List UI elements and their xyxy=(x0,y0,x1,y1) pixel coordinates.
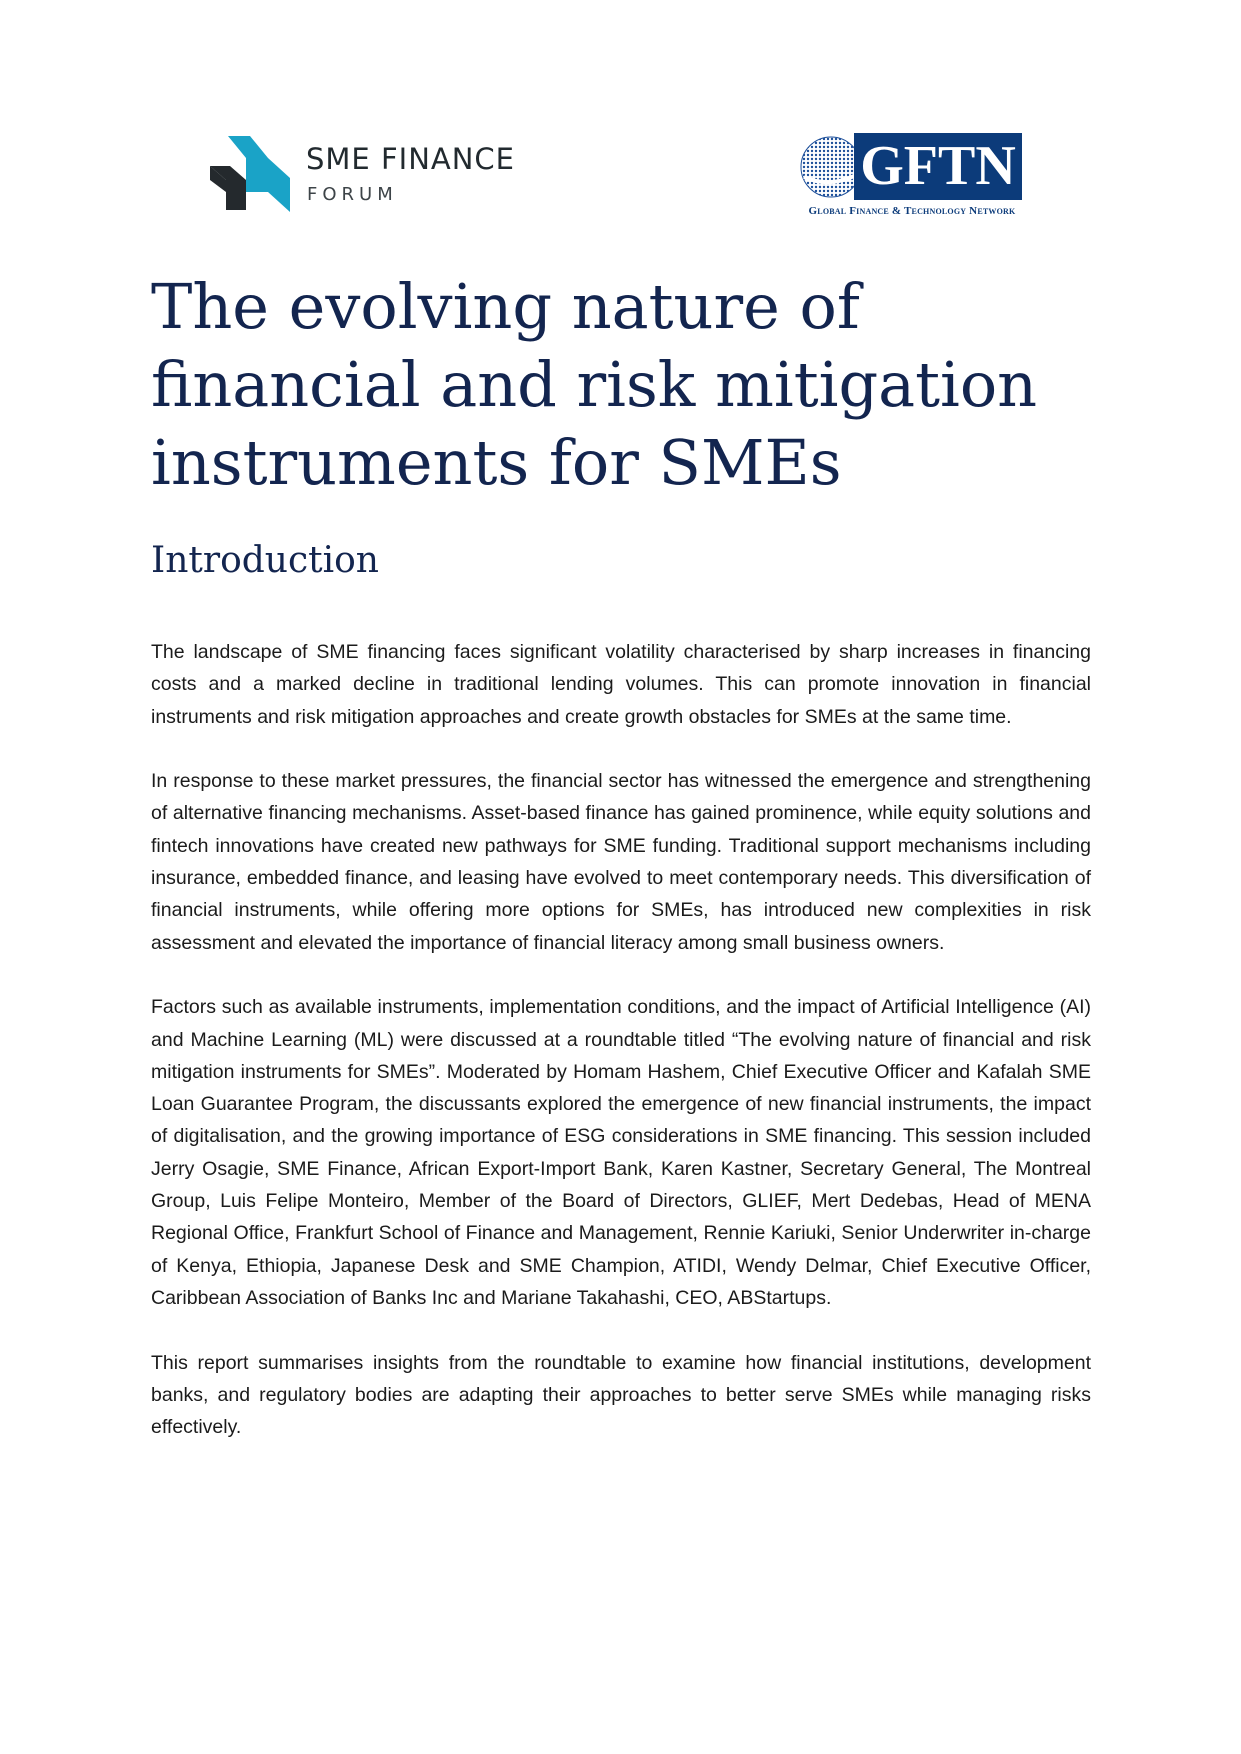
paragraph: This report summarises insights from the roundtable to examine how financial institutions, development banks, and regulatory bodies are adapting their approaches to better serve SMEs while managing risks effectively. xyxy=(151,1351,1091,1439)
sme-logo-subtitle: FORUM xyxy=(307,184,398,205)
gftn-logo-tagline: Global Finance & Technology Network xyxy=(808,205,1016,217)
section-heading: Introduction xyxy=(151,540,379,581)
body-text xyxy=(151,636,1091,1476)
gftn-logo xyxy=(798,131,1028,221)
paragraph: The landscape of SME financing faces significant volatility characterised by sharp increases in financing costs and a marked decline in traditional lending volumes. This can promote innovation in financial instruments and risk mitigation approaches and create growth obstacles for SMEs at the same time. xyxy=(151,641,1091,728)
document-title: The evolving nature of financial and risk mitigation instruments for SMEs xyxy=(151,270,1038,499)
sme-finance-forum-logo-icon xyxy=(210,136,294,216)
gftn-logo-wordmark: GFTN xyxy=(854,133,1022,200)
sme-finance-forum-logo xyxy=(210,136,540,216)
sme-logo-name: SME FINANCE xyxy=(306,142,516,176)
paragraph: In response to these market pressures, the financial sector has witnessed the emergence and strengthening of alternative financing mechanisms. Asset-based finance has gained prominence, while equity solutions and fintech innovations have created new pathways for SME funding. Traditional support mechanisms including insurance, embedded finance, and leasing have evolved to meet contemporary needs. This diversification of financial instruments, while offering more options for SMEs, has introduced new complexities in risk assessment and elevated the importance of financial literacy among small business owners. xyxy=(151,770,1091,954)
paragraph: Factors such as available instruments, implementation conditions, and the impact of Artificial Intelligence (AI) and Machine Learning (ML) were discussed at a roundtable titled “The evolving nature of financial and risk mitigation instruments for SMEs”. Moderated by Homam Hashem, Chief Executive Officer and Kafalah SME Loan Guarantee Program, the discussants explored the emergence of new financial instruments, the impact of digitalisation, and the growing importance of ESG considerations in SME financing. This session included Jerry Osagie, SME Finance, African Export-Import Bank, Karen Kastner, Secretary General, The Montreal Group, Luis Felipe Monteiro, Member of the Board of Directors, GLIEF, Mert Dedebas, Head of MENA Regional Office, Frankfurt School of Finance and Management, Rennie Kariuki, Senior Underwriter in-charge of Kenya, Ethiopia, Japanese Desk and SME Champion, ATIDI, Wendy Delmar, Chief Executive Officer, Caribbean Association of Banks Inc and Mariane Takahashi, CEO, ABStartups. xyxy=(151,996,1091,1309)
